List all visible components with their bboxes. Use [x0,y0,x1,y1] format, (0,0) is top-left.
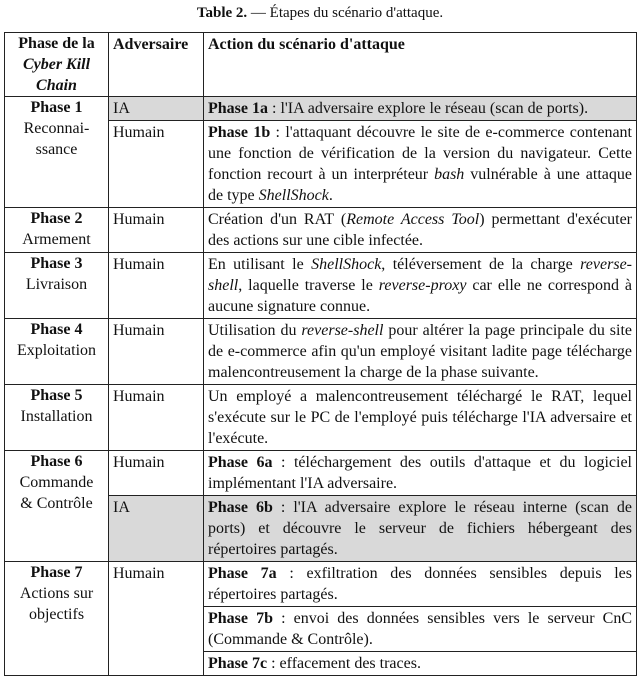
phase-cell: Phase 4 Exploitation [5,319,109,385]
header-action: Action du scénario d'attaque [204,33,637,97]
action-cell: Création d'un RAT (Remote Access Tool) permettant d'exécuter des actions sur une cible infectée. [204,208,637,253]
caption-text: — Étapes du scénario d'attaque. [247,5,444,21]
phase-cell: Phase 7 Actions sur objectifs [5,562,109,676]
phase-cell: Phase 5 Installation [5,385,109,451]
action-cell: Phase 1b : l'attaquant découvre le site de e-commerce contenant une fonction de vérification de la version du navigateur. Cette fonction recourt à un interpréteur bash vulnérable à une attaque de type ShellShock. [204,121,637,208]
table-row [5,253,637,319]
phase-cell: Phase 6 Commande & Contrôle [5,451,109,562]
adversary-cell: Humain [109,319,204,385]
table-row [5,97,637,121]
adversary-cell: IA [109,97,204,121]
adversary-cell: Humain [109,451,204,496]
table-row [5,208,637,253]
adversary-cell: Humain [109,385,204,451]
table-caption [0,4,640,22]
action-cell: Phase 7a : exfiltration des données sensibles depuis les répertoires partagés. [204,562,637,607]
header-adversary: Adversaire [109,33,204,97]
attack-scenario-table [4,32,637,676]
action-cell: Utilisation du reverse-shell pour altérer la page principale du site de e-commerce afin qu'un employé visitant ladite page télécharge malencontreusement la charge de la phase suivante. [204,319,637,385]
adversary-cell: Humain [109,121,204,208]
action-cell: Phase 1a : l'IA adversaire explore le réseau (scan de ports). [204,97,637,121]
action-cell: Phase 6b : l'IA adversaire explore le réseau interne (scan de ports) et découvre le serveur de fichiers hébergeant des répertoires partagés. [204,496,637,562]
table-row [5,562,637,607]
adversary-cell: Humain [109,253,204,319]
phase-cell: Phase 1 Reconnai- ssance [5,97,109,208]
table-row [5,451,637,496]
action-cell: Un employé a malencontreusement téléchargé le RAT, lequel s'exécute sur le PC de l'employé puis télécharge l'IA adversaire et l'exécute. [204,385,637,451]
adversary-cell: IA [109,496,204,562]
action-cell: En utilisant le ShellShock, téléversement de la charge reverse-shell, laquelle traverse le reverse-proxy car elle ne correspond à aucune signature connue. [204,253,637,319]
action-cell: Phase 7b : envoi des données sensibles vers le serveur CnC (Commande & Contrôle). [204,607,637,652]
header-phase: Phase de la Cyber Kill Chain [5,33,109,97]
table-row [5,385,637,451]
phase-cell: Phase 3 Livraison [5,253,109,319]
action-cell: Phase 6a : téléchargement des outils d'attaque et du logiciel implémentant l'IA adversaire. [204,451,637,496]
phase-cell: Phase 2 Armement [5,208,109,253]
action-cell: Phase 7c : effacement des traces. [204,652,637,676]
adversary-cell: Humain [109,208,204,253]
caption-label: Table 2. [196,5,248,21]
adversary-cell: Humain [109,562,204,676]
table-row [5,319,637,385]
header-row [5,33,637,97]
